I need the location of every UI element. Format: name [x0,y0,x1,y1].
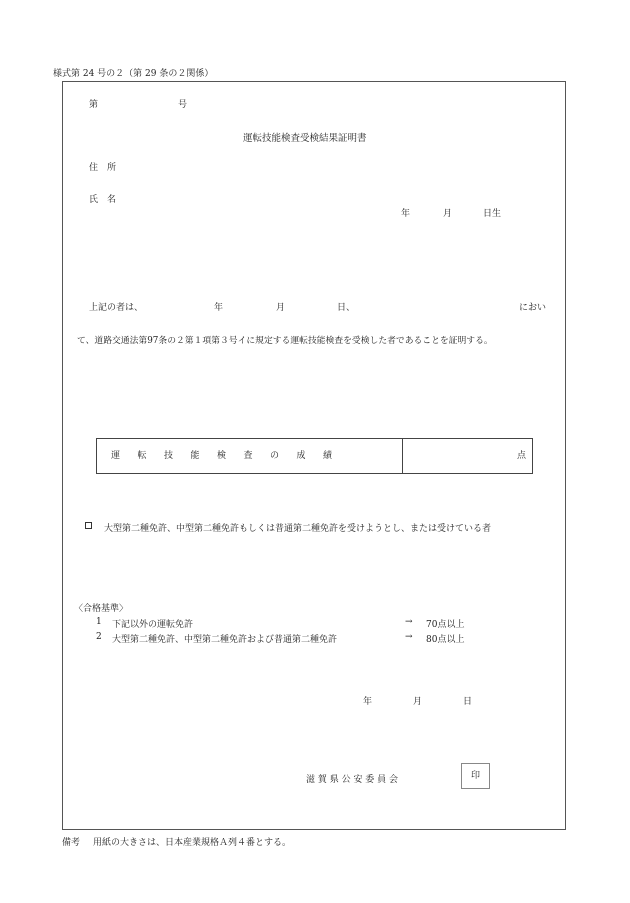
issue-day-label: 日 [463,697,473,707]
number-label-prefix: 第 [89,100,99,110]
score-divider [402,439,403,473]
license-checkbox-label: 大型第二種免許、中型第二種免許もしくは普通第二種免許を受けようとし、または受けている者 [104,524,492,534]
form-header: 様式第 24 号の２（第 29 条の２関係） [53,69,214,79]
statement-body: て、道路交通法第97条の２第１項第３号イに規定する運転技能検査を受検した者であることを証明する。 [77,336,493,346]
statement-prefix: 上記の者は、 [89,303,144,313]
number-label-suffix: 号 [178,100,188,110]
criteria-item-number: 1 [96,617,102,627]
statement-year: 年 [214,303,224,313]
statement-suffix: におい [519,303,547,313]
issue-year-label: 年 [363,697,373,707]
note-label: 備考 [62,838,81,848]
score-label: 運転技能検査の成績 [111,451,350,461]
criteria-item-text: 大型第二種免許、中型第二種免許および普通第二種免許 [112,635,338,645]
statement-day: 日、 [337,303,356,313]
birth-year-label: 年 [401,209,411,219]
criteria-item-value: 80点以上 [426,635,465,645]
statement-month: 月 [276,303,286,313]
name-label: 氏 名 [89,195,117,205]
seal-label: 印 [470,771,480,781]
address-label: 住 所 [89,163,117,173]
seal-box [461,763,490,789]
criteria-item-text: 下記以外の運転免許 [112,620,194,630]
criteria-item-number: 2 [96,632,102,642]
issue-month-label: 月 [413,697,423,707]
score-unit: 点 [516,451,526,461]
birth-month-label: 月 [443,209,453,219]
criteria-heading: 〈合格基準〉 [74,604,129,614]
license-checkbox[interactable] [85,522,92,529]
note-text: 用紙の大きさは、日本産業規格Ａ列４番とする。 [93,838,292,848]
birth-day-label: 日生 [483,209,502,219]
score-box [96,438,533,474]
arrow-icon: → [405,617,413,627]
page-title: 運転技能検査受検結果証明書 [243,133,367,144]
criteria-item-value: 70点以上 [426,620,465,630]
arrow-icon: → [405,632,413,642]
issuer-name: 滋 賀 県 公 安 委 員 会 [306,775,399,785]
